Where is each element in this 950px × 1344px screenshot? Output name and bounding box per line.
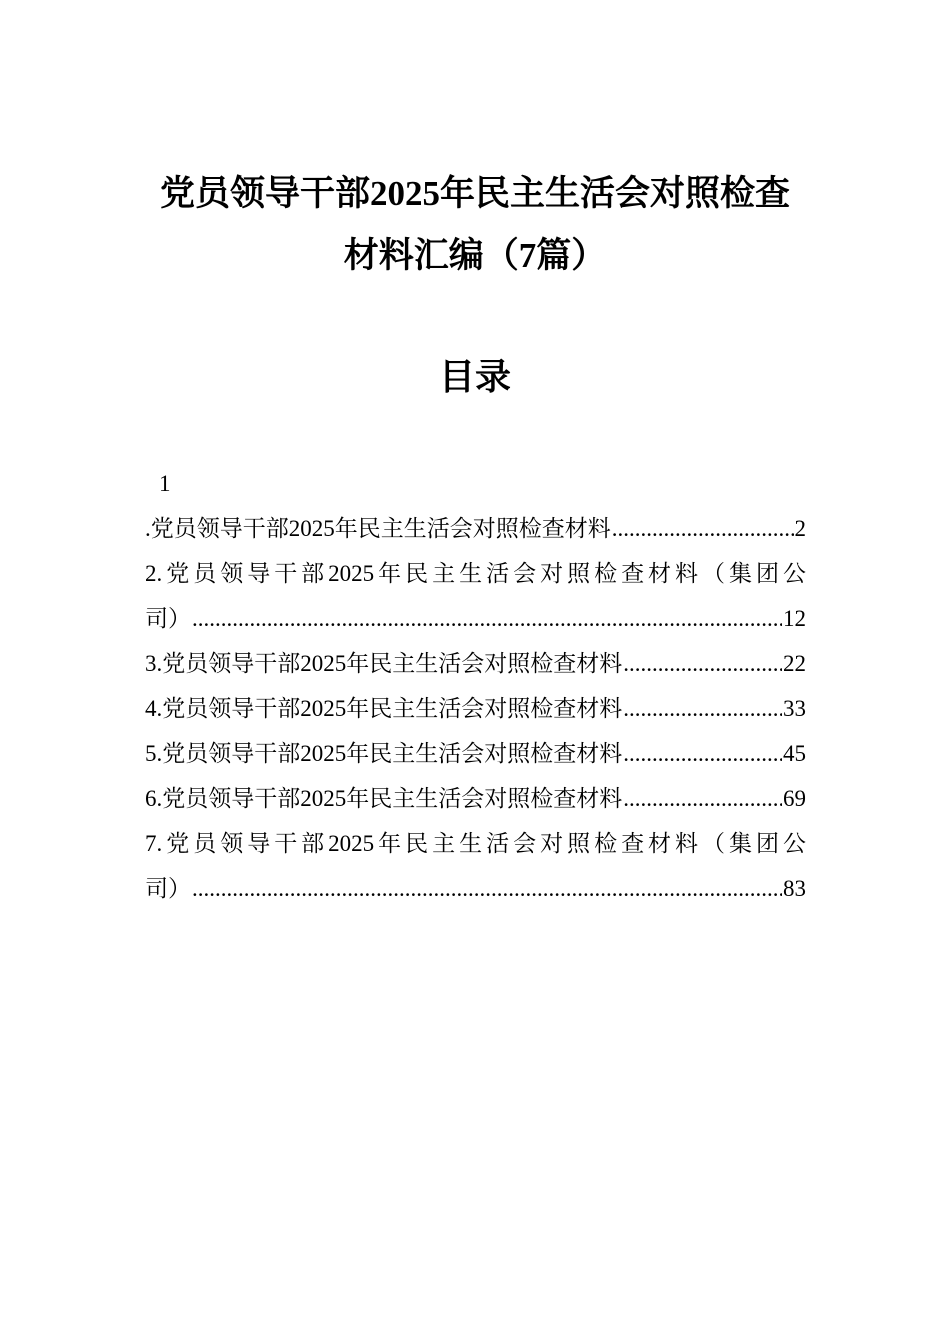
toc-leader-dots (623, 641, 782, 686)
toc-item-5[interactable] (145, 731, 806, 776)
toc-item-7-line-1[interactable]: 7.党员领导干部2025年民主生活会对照检查材料（集团公 (145, 831, 806, 856)
toc-item-1-label: .党员领导干部2025年民主生活会对照检查材料 (145, 516, 611, 541)
toc-leader-dots (612, 506, 794, 551)
document-title (0, 163, 950, 287)
toc-leader-dots (623, 686, 782, 731)
toc-item-1-page: 2 (794, 516, 806, 541)
toc-item-2-label: 司） (145, 606, 191, 631)
toc-item-6-page: 69 (783, 786, 806, 811)
toc-leader-dots (623, 731, 782, 776)
toc-item-4-page: 33 (783, 696, 806, 721)
toc-leader-dots (623, 776, 782, 821)
toc-item-7[interactable] (145, 866, 806, 911)
table-of-contents (145, 461, 806, 911)
toc-item-4[interactable] (145, 686, 806, 731)
title-line-1: 党员领导干部2025年民主生活会对照检查 (159, 174, 790, 213)
toc-item-1[interactable] (145, 506, 806, 551)
toc-item-4-label: 4.党员领导干部2025年民主生活会对照检查材料 (145, 696, 623, 721)
toc-item-6-label: 6.党员领导干部2025年民主生活会对照检查材料 (145, 786, 623, 811)
toc-leader-dots (192, 596, 782, 641)
title-line-2: 材料汇编（7篇） (343, 236, 607, 275)
toc-item-7-label: 司） (145, 876, 191, 901)
toc-item-7-page: 83 (783, 876, 806, 901)
toc-item-3[interactable] (145, 641, 806, 686)
toc-item-2[interactable] (145, 596, 806, 641)
toc-item-1-number[interactable]: 1 (159, 471, 171, 496)
toc-item-3-label: 3.党员领导干部2025年民主生活会对照检查材料 (145, 651, 623, 676)
toc-leader-dots (192, 866, 782, 911)
toc-item-5-page: 45 (783, 741, 806, 766)
toc-item-2-page: 12 (783, 606, 806, 631)
toc-item-5-label: 5.党员领导干部2025年民主生活会对照检查材料 (145, 741, 623, 766)
toc-heading: 目录 (438, 357, 511, 397)
toc-item-2-line-1[interactable]: 2.党员领导干部2025年民主生活会对照检查材料（集团公 (145, 561, 806, 586)
toc-item-6[interactable] (145, 776, 806, 821)
toc-item-3-page: 22 (783, 651, 806, 676)
